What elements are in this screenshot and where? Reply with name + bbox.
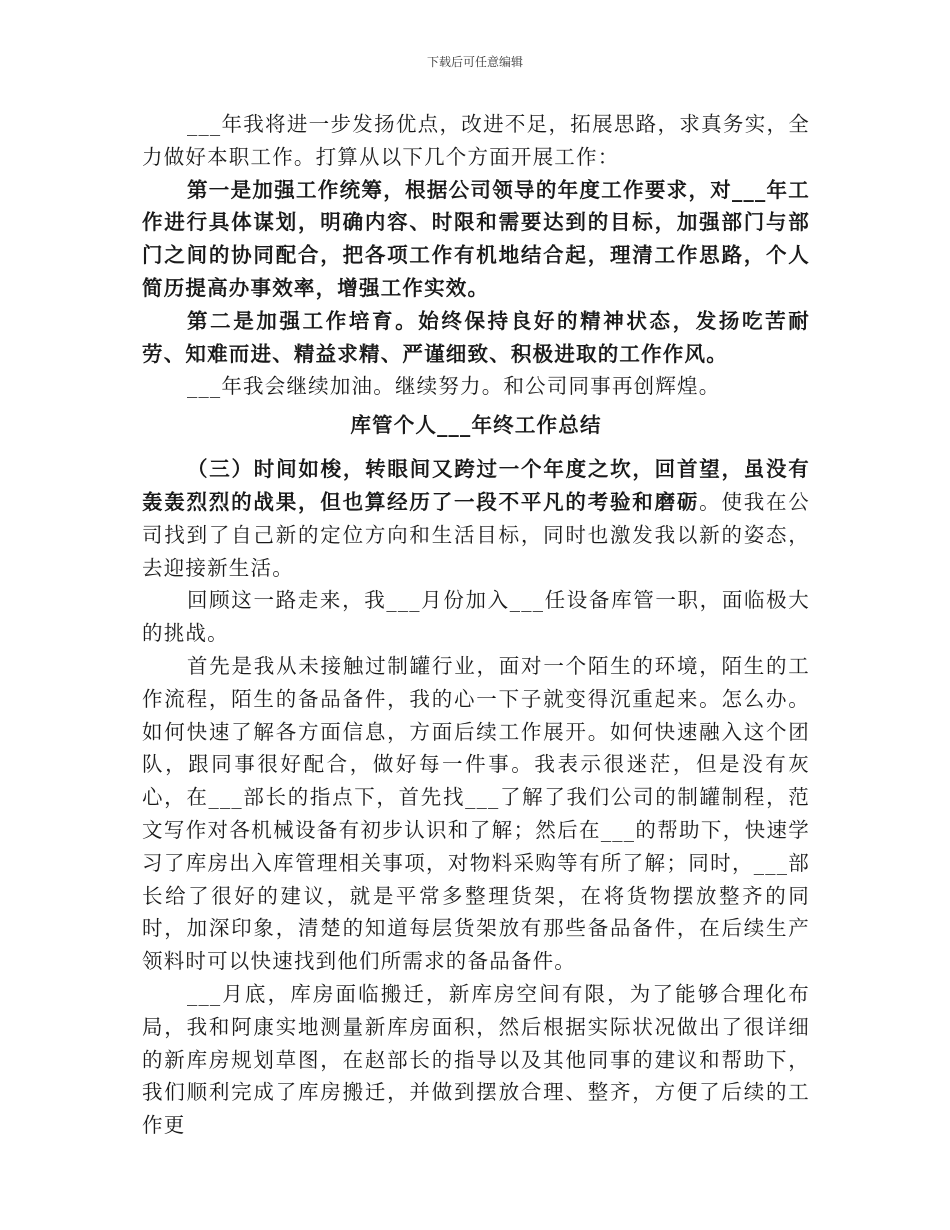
paragraph-plan-intro: ___年我将进一步发扬优点，改进不足，拓展思路，求真务实，全力做好本职工作。打算从以下几个方面开展工作：	[142, 112, 810, 169]
document-body	[142, 108, 810, 1142]
paragraph-review: 回顾这一路走来，我___月份加入___任设备库管一职，面临极大的挑战。	[142, 588, 810, 646]
intro-normal-text: 。使我在公司找到了自己新的定位方向和生活目标，同时也激发我以新的姿态，去迎接新生活。	[142, 489, 811, 580]
paragraph-intro	[142, 453, 810, 584]
paragraph-relocation: ___月底，库房面临搬迁，新库房空间有限，为了能够合理化布局，我和阿康实地测量新库房面积，然后根据实际状况做出了很详细的新库房规划草图，在赵部长的指导以及其他同事的建议和帮助下，我们顺利完成了库房搬迁，并做到摆放合理、整齐，方便了后续的工作更	[142, 981, 810, 1138]
intro-bold-text: （三）时间如梭，转眼间又跨过一个年度之坎，回首望，虽没有轰轰烈烈的战果，但也算经历了一段不平凡的考验和磨砺	[142, 457, 810, 514]
paragraph-closing: ___年我会继续加油。继续努力。和公司同事再创辉煌。	[187, 374, 721, 399]
paragraph-second-point: 第二是加强工作培育。始终保持良好的精神状态，发扬吃苦耐劳、知难而进、精益求精、严谨细致、积极进取的工作作风。	[142, 308, 810, 366]
paragraph-first-point: 第一是加强工作统筹，根据公司领导的年度工作要求，对___年工作进行具体谋划，明确内容、时限和需要达到的目标，加强部门与部门之间的协同配合，把各项工作有机地结合起，理清工作思路，个人简历提高办事效率，增强工作实效。	[142, 177, 810, 300]
paragraph-first-challenge: 首先是我从未接触过制罐行业，面对一个陌生的环境，陌生的工作流程，陌生的备品备件，我的心一下子就变得沉重起来。怎么办。如何快速了解各方面信息，方面后续工作展开。如何快速融入这个团队，跟同事很好配合，做好每一件事。我表示很迷茫，但是没有灰心，在___部长的指点下，首先找___了解了我们公司的制罐制程，范文写作对各机械设备有初步认识和了解；然后在___的帮助下，快速学习了库房出入库管理相关事项，对物料采购等有所了解；同时，___部长给了很好的建议，就是平常多整理货架，在将货物摆放整齐的同时，加深印象，清楚的知道每层货架放有那些备品备件，在后续生产领料时可以快速找到他们所需求的备品备件。	[142, 653, 810, 974]
section-title: 库管个人___年终工作总结	[350, 413, 602, 438]
page-header: 下载后可任意编辑	[426, 55, 523, 69]
